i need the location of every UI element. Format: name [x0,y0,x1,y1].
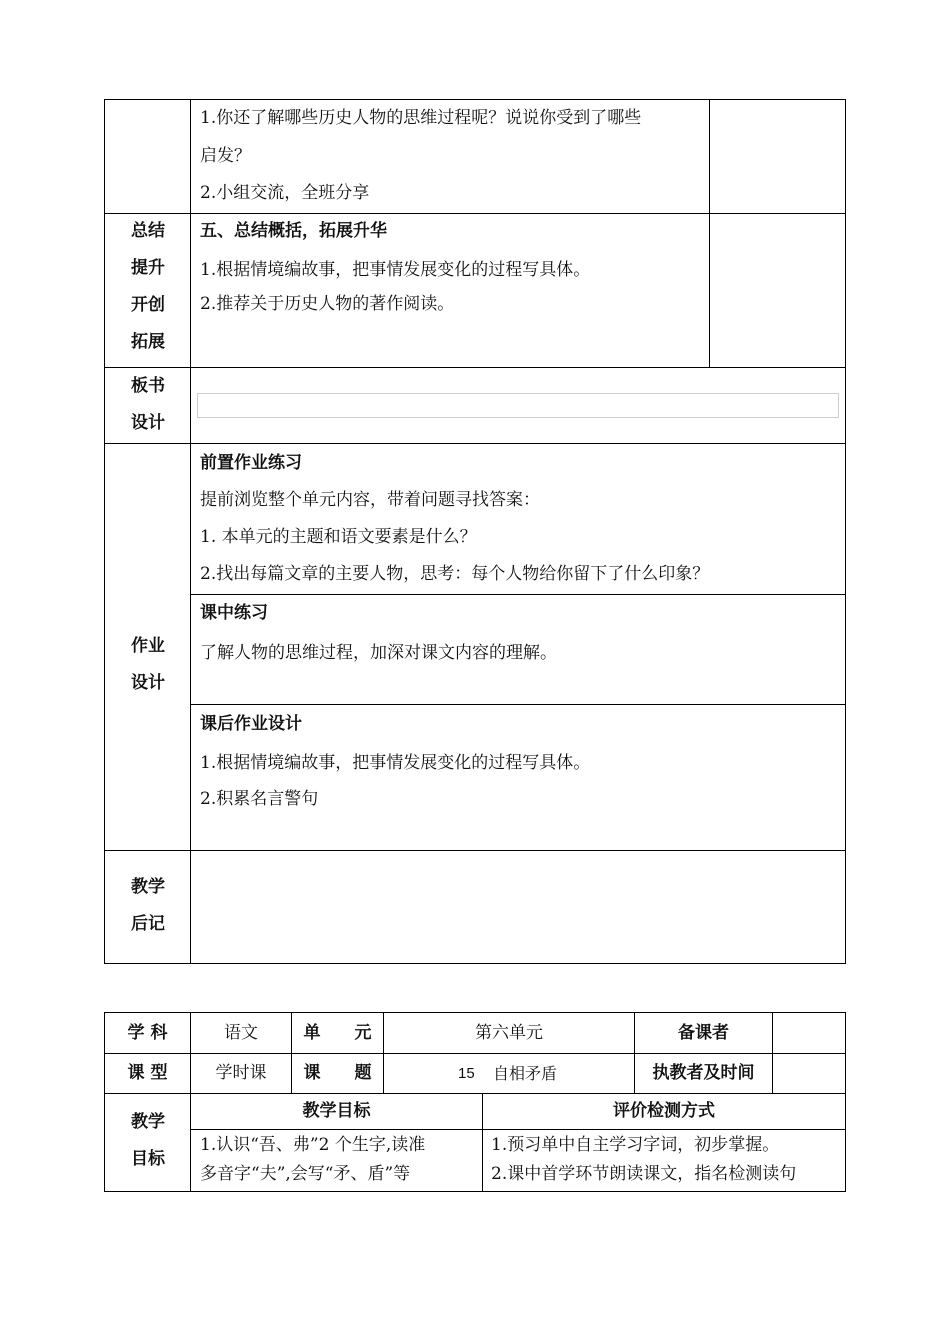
section-heading: 前置作业练习 [200,453,302,473]
text-line: 1. 本单元的主题和语文要素是什么？ [200,527,477,547]
text-line: 2.积累名言警句 [200,789,319,809]
text-line: 提前浏览整个单元内容，带着问题寻找答案： [200,490,540,510]
text-line: 1.根据情境编故事，把事情发展变化的过程写具体。 [200,753,591,773]
topic-number: 15 [458,1065,475,1082]
subject-value: 语文 [224,1023,258,1043]
text-line: 了解人物的思维过程，加深对课文内容的理解。 [200,643,557,663]
teacher-time-label: 执教者及时间 [652,1063,755,1083]
row-label-teaching-notes: 教学 后记 [131,877,165,934]
section-heading: 课后作业设计 [200,714,302,734]
goal-line: 多音字“夫”,会写“矛、盾”等 [200,1164,411,1184]
unit-value: 第六单元 [475,1023,543,1043]
goal-line: 1.认识“吾、弗”2 个生字,读准 [200,1135,426,1155]
text-line: 1.根据情境编故事，把事情发展变化的过程写具体。 [200,260,591,280]
row-label-homework: 作业 设计 [131,636,165,693]
evaluation-line: 2.课中首学环节朗读课文，指名检测读句 [491,1164,797,1184]
goals-column-header: 教学目标 [302,1101,371,1121]
text-line: 2.找出每篇文章的主要人物，思考：每个人物给你留下了什么印象？ [200,564,710,584]
row-label-summary: 总结 提升 开创 拓展 [131,221,165,352]
text-line: 2.小组交流，全班分享 [200,183,370,203]
topic-value: 自相矛盾 [493,1064,558,1083]
type-label: 课 型 [127,1063,168,1083]
text-line: 2.推荐关于历史人物的著作阅读。 [200,294,455,314]
board-design-box [197,393,839,418]
row-label-board-design: 板书 设计 [131,376,165,433]
section-heading: 五、总结概括，拓展升华 [200,221,387,241]
evaluation-line: 1.预习单中自主学习字词，初步掌握。 [491,1135,780,1155]
type-value: 学时课 [215,1063,267,1083]
unit-label: 单 元 [303,1023,372,1043]
subject-label: 学 科 [127,1023,168,1043]
topic-label: 课 题 [303,1063,372,1083]
preparer-label: 备课者 [678,1023,729,1043]
text-line: 启发？ [200,146,251,166]
evaluation-column-header: 评价检测方式 [613,1101,715,1121]
section-heading: 课中练习 [200,603,268,623]
row-label-goals: 教学 目标 [131,1112,165,1169]
text-line: 1.你还了解哪些历史人物的思维过程呢？说说你受到了哪些 [200,108,642,128]
